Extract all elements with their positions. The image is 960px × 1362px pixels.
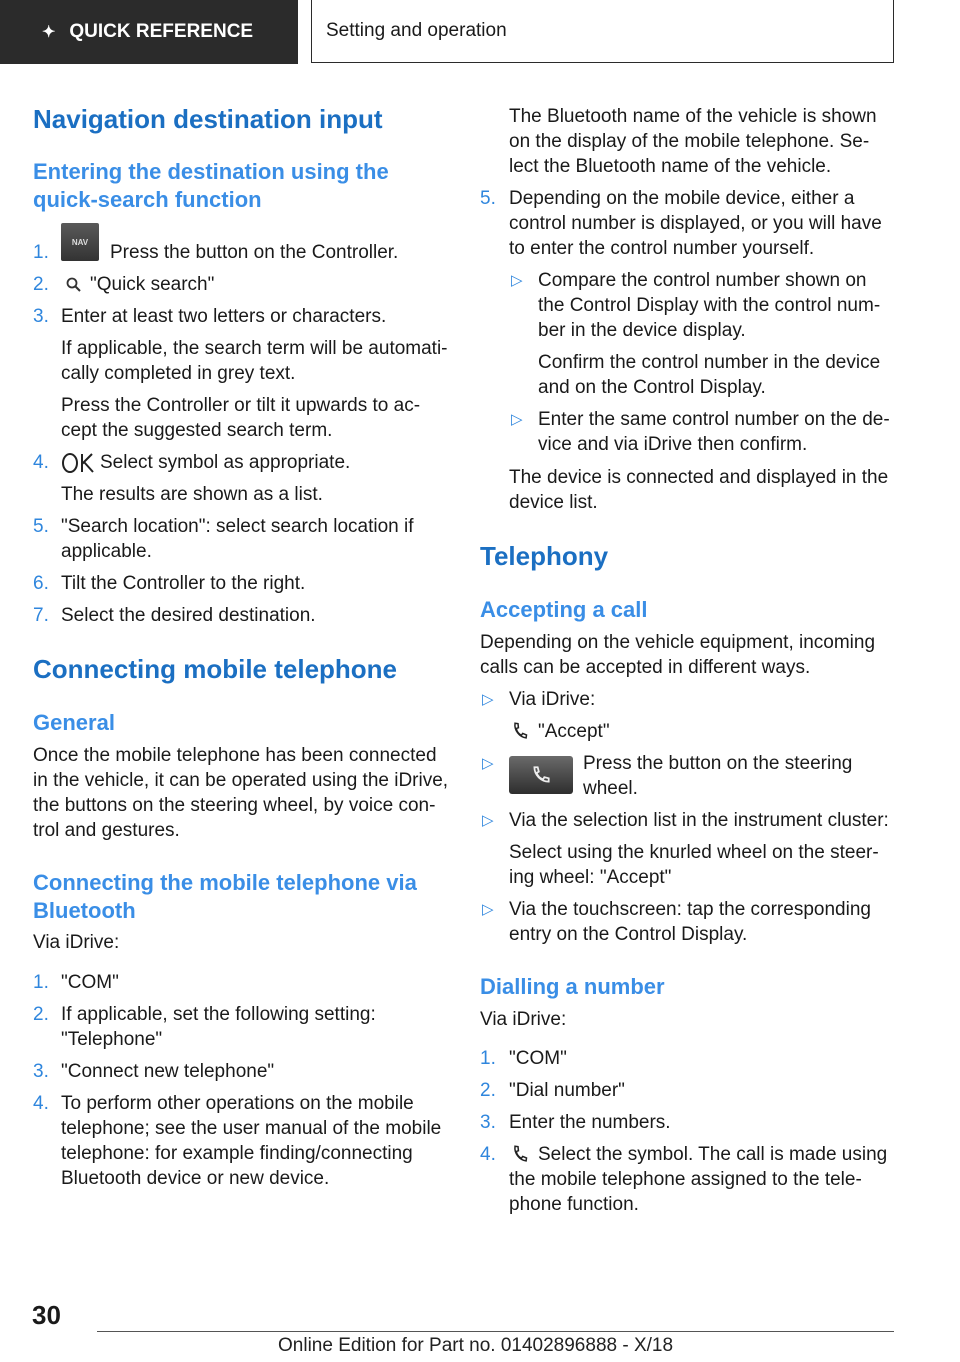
bullet-text: vice and via iDrive then confirm. bbox=[538, 434, 808, 455]
paragraph-line: on the display of the mobile telephone. Se- bbox=[509, 131, 870, 152]
bullet-marker: ▷ bbox=[482, 755, 494, 772]
step-text: The results are shown as a list. bbox=[61, 484, 323, 505]
bullet-text: entry on the Control Display. bbox=[509, 924, 748, 945]
phone-icon bbox=[530, 764, 552, 786]
step-text: phone function. bbox=[509, 1194, 639, 1215]
paragraph-line: Via iDrive: bbox=[480, 1009, 567, 1030]
step-number: 6. bbox=[33, 573, 49, 594]
section-tab-label: QUICK REFERENCE bbox=[69, 21, 254, 42]
step-number: 3. bbox=[33, 306, 49, 327]
paragraph-line: Depending on the vehicle equipment, incoming bbox=[480, 632, 876, 653]
paragraph-line: device list. bbox=[509, 492, 598, 513]
step-number: 2. bbox=[480, 1080, 496, 1101]
ok-icon bbox=[61, 452, 95, 474]
bullet-text: wheel. bbox=[583, 778, 638, 799]
step-text: "Dial number" bbox=[509, 1080, 625, 1101]
paragraph-line: The Bluetooth name of the vehicle is shown bbox=[509, 106, 877, 127]
step-text: control number is displayed, or you will have bbox=[509, 213, 882, 234]
step-text: Enter the numbers. bbox=[509, 1112, 671, 1133]
search-icon bbox=[65, 276, 83, 294]
steering-phone-button-icon bbox=[509, 756, 573, 794]
bullet-text: Press the button on the steering bbox=[583, 753, 853, 774]
step-number: 2. bbox=[33, 274, 49, 295]
step-text: Select the symbol. The call is made using bbox=[538, 1144, 888, 1165]
step-number: 1. bbox=[33, 972, 49, 993]
bullet-text: Compare the control number shown on bbox=[538, 270, 867, 291]
phone-icon bbox=[510, 721, 530, 741]
step-text: "Connect new telephone" bbox=[61, 1061, 275, 1082]
step-number: 4. bbox=[33, 1093, 49, 1114]
step-number: 4. bbox=[480, 1144, 496, 1165]
step-number: 5. bbox=[33, 516, 49, 537]
step-text: Depending on the mobile device, either a bbox=[509, 188, 855, 209]
step-text: "Search location": select search location if bbox=[61, 516, 414, 537]
bullet-text: Confirm the control number in the device bbox=[538, 352, 881, 373]
paragraph-line: The device is connected and displayed in the bbox=[509, 467, 889, 488]
step-number: 3. bbox=[33, 1061, 49, 1082]
heading-accepting-call: Accepting a call bbox=[480, 597, 648, 622]
step-text: "Quick search" bbox=[90, 274, 215, 295]
step-number: 3. bbox=[480, 1112, 496, 1133]
step-text: Select symbol as appropriate. bbox=[100, 452, 351, 473]
heading-quick-search: Entering the destination using the quick-search function bbox=[33, 159, 389, 212]
footer-edition: Online Edition for Part no. 01402896888 - X/18 bbox=[278, 1335, 674, 1356]
bullet-marker: ▷ bbox=[511, 411, 523, 428]
paragraph-line: calls can be accepted in different ways. bbox=[480, 657, 811, 678]
heading-navigation: Navigation destination input bbox=[33, 104, 383, 134]
chapter-title bbox=[311, 0, 894, 63]
bullet-text: Via the selection list in the instrument cluster: bbox=[509, 810, 889, 831]
step-text: Enter at least two letters or characters. bbox=[61, 306, 387, 327]
step-text: cally completed in grey text. bbox=[61, 363, 296, 384]
heading-general: General bbox=[33, 710, 115, 735]
step-number: 1. bbox=[480, 1048, 496, 1069]
bullet-text: ing wheel: "Accept" bbox=[509, 867, 672, 888]
bullet-marker: ▷ bbox=[482, 691, 494, 708]
step-text: telephone; see the user manual of the mobile bbox=[61, 1118, 442, 1139]
step-text: Press the button on the Controller. bbox=[110, 242, 399, 263]
step-number: 4. bbox=[33, 452, 49, 473]
phone-icon bbox=[510, 1144, 530, 1164]
step-text: "COM" bbox=[509, 1048, 567, 1069]
paragraph-line: trol and gestures. bbox=[33, 820, 180, 841]
step-text: Select the desired destination. bbox=[61, 605, 316, 626]
heading-bluetooth: Connecting the mobile telephone via bbox=[33, 870, 417, 895]
bullet-text: ber in the device display. bbox=[538, 320, 746, 341]
step-number: 2. bbox=[33, 1004, 49, 1025]
step-number: 7. bbox=[33, 605, 49, 626]
step-text: To perform other operations on the mobile bbox=[61, 1093, 414, 1114]
heading-bluetooth-2: Bluetooth bbox=[33, 898, 136, 923]
step-text: the mobile telephone assigned to the tele- bbox=[509, 1169, 862, 1190]
step-text: Press the Controller or tilt it upwards to ac- bbox=[61, 395, 421, 416]
step-number: 5. bbox=[480, 188, 496, 209]
step-text: "Telephone" bbox=[61, 1029, 163, 1050]
heading-dialling: Dialling a number bbox=[480, 974, 665, 999]
section-tab bbox=[0, 0, 298, 64]
step-text: cept the suggested search term. bbox=[61, 420, 333, 441]
bullet-text: Via the touchscreen: tap the corresponding bbox=[509, 899, 871, 920]
step-text: "COM" bbox=[61, 972, 119, 993]
bullet-text: and on the Control Display. bbox=[538, 377, 766, 398]
paragraph-line: Once the mobile telephone has been connected bbox=[33, 745, 437, 766]
footer-divider bbox=[97, 1331, 894, 1332]
page-number: 30 bbox=[32, 1300, 61, 1330]
bullet-text: Enter the same control number on the de- bbox=[538, 409, 890, 430]
nav-button-icon bbox=[61, 223, 99, 261]
nav-icon-label: NAV bbox=[71, 237, 89, 247]
heading-telephony: Telephony bbox=[480, 541, 609, 571]
step-text: to enter the control number yourself. bbox=[509, 238, 815, 259]
paragraph-line: the buttons on the steering wheel, by voice con- bbox=[33, 795, 436, 816]
step-number: 1. bbox=[33, 242, 49, 263]
heading-connecting: Connecting mobile telephone bbox=[33, 654, 398, 684]
step-text: telephone: for example finding/connecting bbox=[61, 1143, 413, 1164]
step-text: If applicable, the search term will be automati- bbox=[61, 338, 448, 359]
step-text: applicable. bbox=[61, 541, 152, 562]
bullet-marker: ▷ bbox=[482, 812, 494, 829]
star-icon: ✦ bbox=[42, 24, 56, 41]
step-text: Tilt the Controller to the right. bbox=[61, 573, 306, 594]
bullet-text: Select using the knurled wheel on the steer- bbox=[509, 842, 879, 863]
bullet-marker: ▷ bbox=[511, 272, 523, 289]
chapter-title-text: Setting and operation bbox=[326, 20, 507, 41]
paragraph-line: lect the Bluetooth name of the vehicle. bbox=[509, 156, 832, 177]
paragraph-line: in the vehicle, it can be operated using the iDrive, bbox=[33, 770, 449, 791]
step-text: If applicable, set the following setting: bbox=[61, 1004, 376, 1025]
bullet-text: "Accept" bbox=[538, 721, 610, 742]
bullet-text: Via iDrive: bbox=[509, 689, 596, 710]
bullet-marker: ▷ bbox=[482, 901, 494, 918]
paragraph-line: Via iDrive: bbox=[33, 932, 120, 953]
step-text: Bluetooth device or new device. bbox=[61, 1168, 330, 1189]
bullet-text: the Control Display with the control num- bbox=[538, 295, 881, 316]
